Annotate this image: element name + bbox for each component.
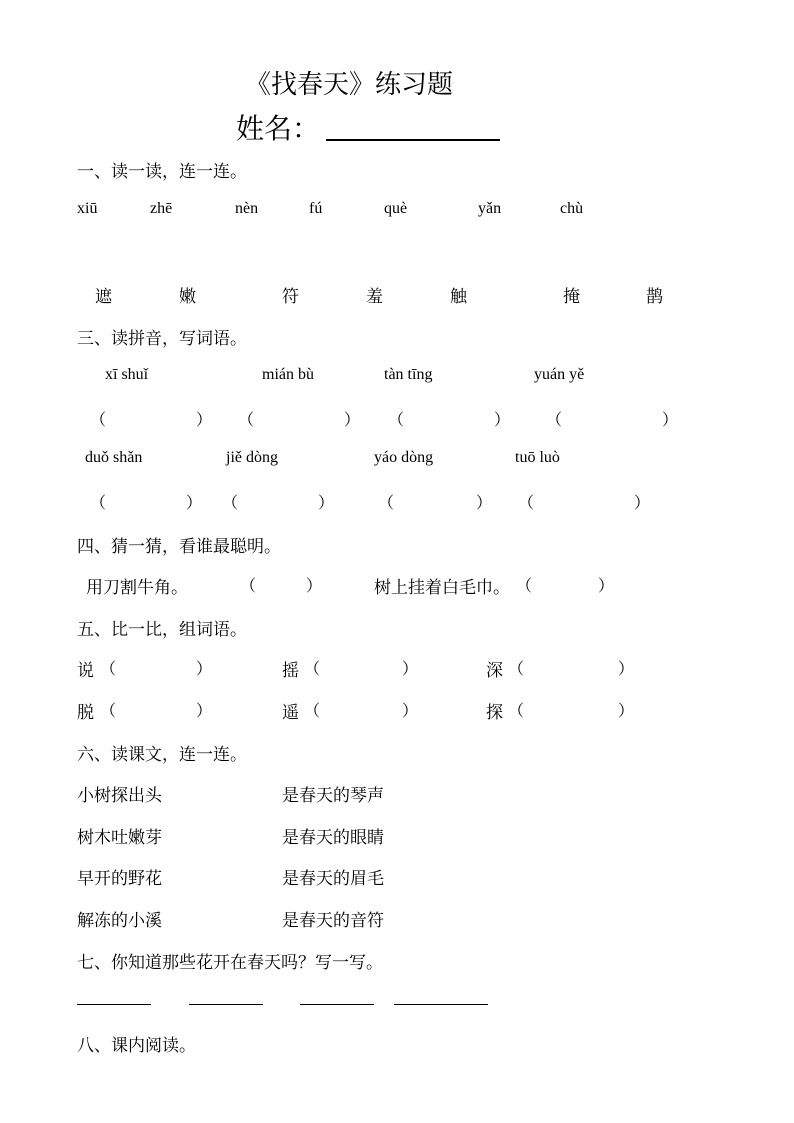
paren-open: （ <box>100 659 117 678</box>
word-char: 遥 <box>282 703 299 723</box>
paren-close: ） <box>186 493 203 512</box>
char-1: 遮 <box>95 287 112 307</box>
pinyin-row2-1: duǒ shǎn <box>85 449 143 466</box>
paren-open: （ <box>100 701 117 720</box>
paren-close: ） <box>662 410 679 429</box>
match-right-4: 是春天的音符 <box>282 911 384 931</box>
paren-close: ） <box>196 410 213 429</box>
paren-open: （ <box>516 576 533 595</box>
paren-open: （ <box>222 493 239 512</box>
name-blank[interactable] <box>326 139 500 141</box>
paren-open: （ <box>90 410 107 429</box>
match-right-3: 是春天的眉毛 <box>282 869 384 889</box>
match-left-4: 解冻的小溪 <box>77 911 162 931</box>
match-left-3: 早开的野花 <box>77 869 162 889</box>
char-5: 触 <box>450 287 467 307</box>
paren-close: ） <box>598 576 615 595</box>
word-char: 深 <box>486 661 503 681</box>
answer-blank-3[interactable] <box>300 1004 374 1005</box>
pinyin-row2-4: tuō luò <box>515 449 560 466</box>
pinyin-6: yǎn <box>478 200 502 217</box>
paren-open: （ <box>508 659 525 678</box>
section-6-heading: 六、读课文，连一连。 <box>77 745 247 765</box>
char-2: 嫩 <box>179 287 196 307</box>
section-4-heading: 四、猜一猜，看谁最聪明。 <box>77 537 281 557</box>
paren-open: （ <box>378 493 395 512</box>
char-6: 掩 <box>563 287 580 307</box>
paren-open: （ <box>304 659 321 678</box>
section-7-heading: 七、你知道那些花开在春天吗？写一写。 <box>77 953 383 973</box>
paren-open: （ <box>518 493 535 512</box>
pinyin-row1-4: yuán yě <box>534 366 585 383</box>
section-3-heading: 三、读拼音，写词语。 <box>77 329 247 349</box>
paren-close: ） <box>476 493 493 512</box>
paren-open: （ <box>388 410 405 429</box>
paren-close: ） <box>618 659 635 678</box>
riddle-2: 树上挂着白毛巾。 <box>374 578 510 598</box>
paren-close: ） <box>306 576 323 595</box>
pinyin-row2-2: jiě dòng <box>226 449 278 466</box>
paren-close: ） <box>318 493 335 512</box>
paren-close: ） <box>402 659 419 678</box>
match-left-2: 树木吐嫩芽 <box>77 828 162 848</box>
paren-close: ） <box>618 701 635 720</box>
answer-blank-4[interactable] <box>394 1004 488 1005</box>
pinyin-4: fú <box>309 200 323 217</box>
section-1-heading: 一、读一读，连一连。 <box>77 162 247 182</box>
section-5-heading: 五、比一比，组词语。 <box>77 620 247 640</box>
pinyin-row1-2: mián bù <box>262 366 314 383</box>
char-3: 符 <box>282 287 299 307</box>
answer-blank-1[interactable] <box>77 1004 151 1005</box>
paren-open: （ <box>508 701 525 720</box>
section-8-heading: 八、课内阅读。 <box>77 1036 196 1056</box>
match-right-1: 是春天的琴声 <box>282 786 384 806</box>
match-right-2: 是春天的眼睛 <box>282 828 384 848</box>
word-char: 说 <box>77 661 94 681</box>
paren-open: （ <box>304 701 321 720</box>
word-char: 探 <box>486 703 503 723</box>
char-7: 鹊 <box>646 287 663 307</box>
word-char: 摇 <box>282 661 299 681</box>
pinyin-5: què <box>384 200 408 217</box>
paren-open: （ <box>90 493 107 512</box>
pinyin-1: xiū <box>77 200 98 217</box>
pinyin-2: zhē <box>150 200 173 217</box>
page-title: 《找春天》练习题 <box>245 70 454 100</box>
word-char: 脱 <box>77 703 94 723</box>
match-left-1: 小树探出头 <box>77 786 162 806</box>
paren-close: ） <box>196 701 213 720</box>
pinyin-row2-3: yáo dòng <box>374 449 434 466</box>
name-label: 姓名： <box>236 112 321 145</box>
riddle-1: 用刀割牛角。 <box>86 578 188 598</box>
paren-open: （ <box>238 410 255 429</box>
char-4: 羞 <box>366 287 383 307</box>
pinyin-row1-3: tàn tīng <box>384 366 433 383</box>
pinyin-7: chù <box>560 200 584 217</box>
paren-close: ） <box>402 701 419 720</box>
paren-close: ） <box>634 493 651 512</box>
pinyin-3: nèn <box>235 200 259 217</box>
paren-close: ） <box>494 410 511 429</box>
paren-open: （ <box>546 410 563 429</box>
pinyin-row1-1: xī shuǐ <box>105 366 149 383</box>
paren-close: ） <box>344 410 361 429</box>
answer-blank-2[interactable] <box>189 1004 263 1005</box>
paren-close: ） <box>196 659 213 678</box>
paren-open: （ <box>240 576 257 595</box>
